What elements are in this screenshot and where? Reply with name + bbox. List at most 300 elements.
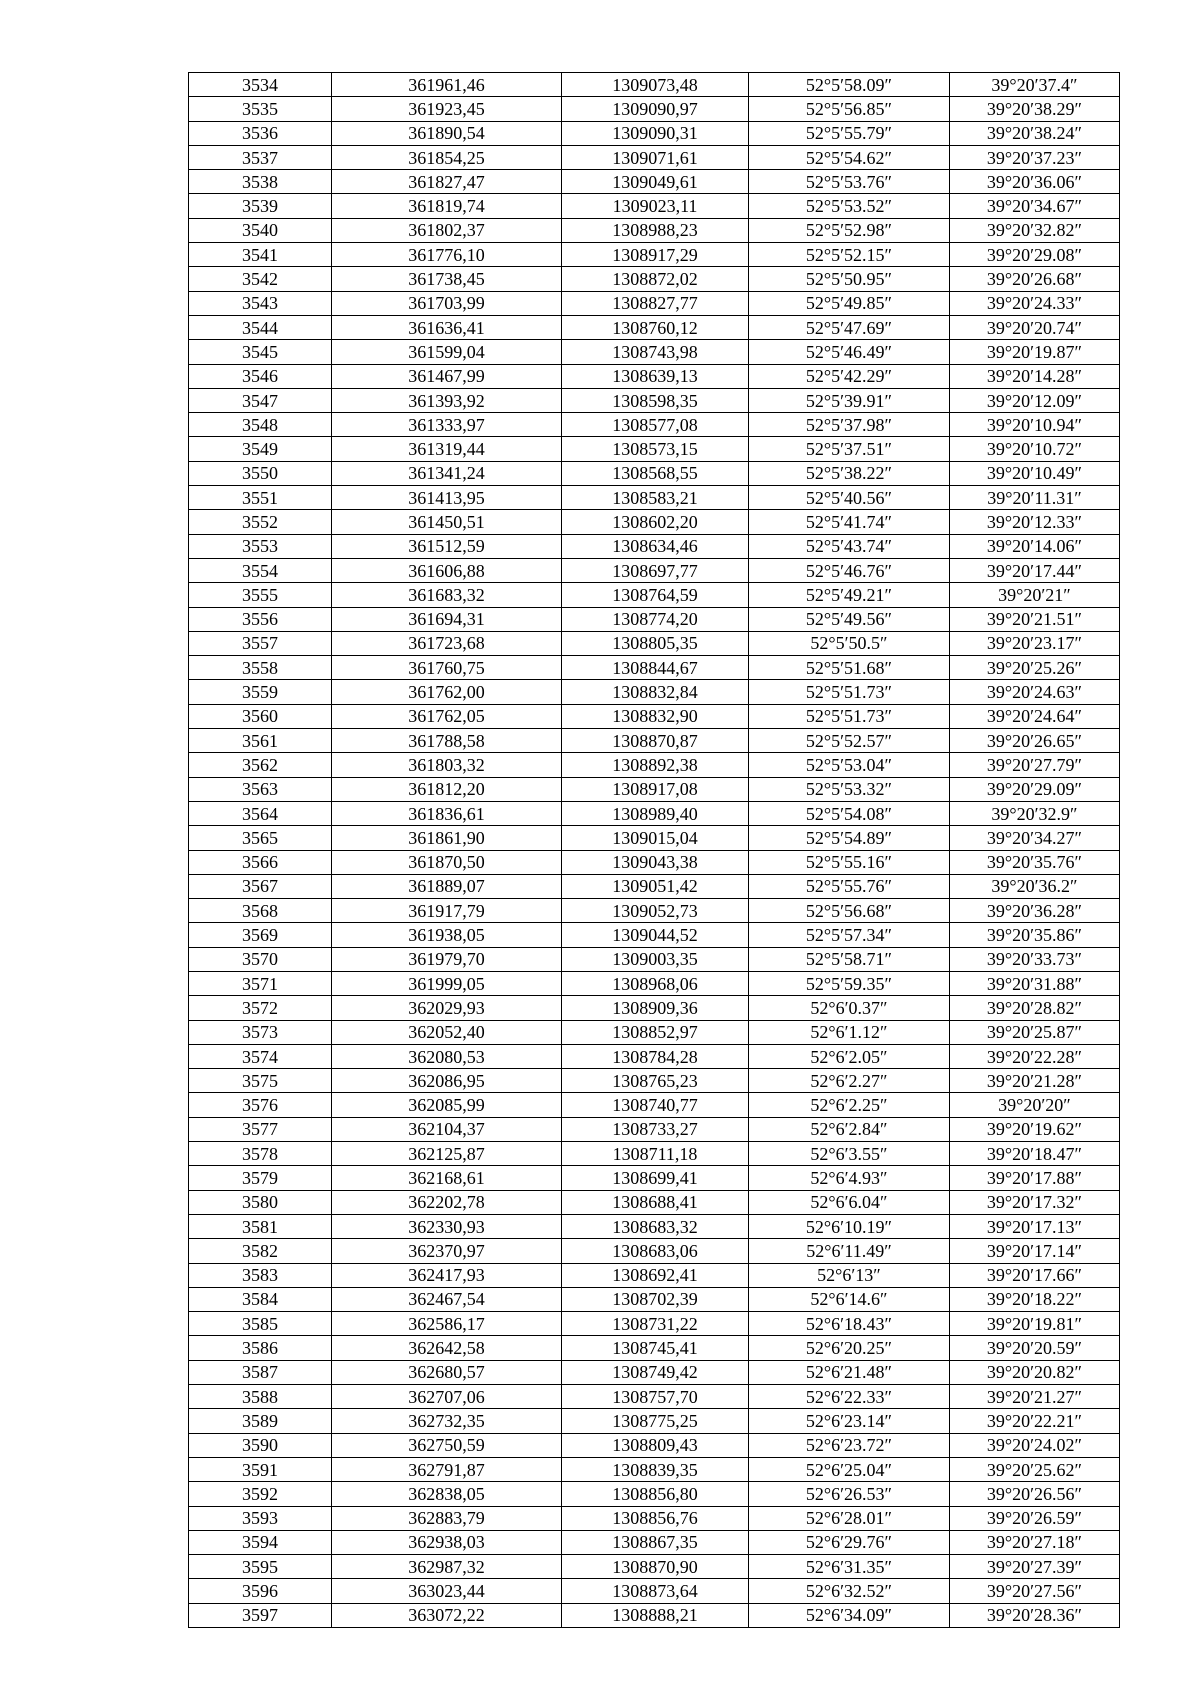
x-coordinate-cell: 361694,31 bbox=[332, 607, 562, 631]
latitude-cell: 52°5′40.56″ bbox=[749, 486, 950, 510]
y-coordinate-cell: 1309052,73 bbox=[562, 899, 749, 923]
y-coordinate-cell: 1308827,77 bbox=[562, 291, 749, 315]
y-coordinate-cell: 1308856,76 bbox=[562, 1506, 749, 1530]
x-coordinate-cell: 361512,59 bbox=[332, 534, 562, 558]
longitude-cell: 39°20′19.62″ bbox=[950, 1117, 1120, 1141]
x-coordinate-cell: 361467,99 bbox=[332, 364, 562, 388]
longitude-cell: 39°20′20″ bbox=[950, 1093, 1120, 1117]
point-number-cell: 3535 bbox=[189, 97, 332, 121]
table-row bbox=[189, 486, 1120, 510]
point-number-cell: 3564 bbox=[189, 801, 332, 825]
point-number-cell: 3548 bbox=[189, 413, 332, 437]
table-row bbox=[189, 680, 1120, 704]
x-coordinate-cell: 361341,24 bbox=[332, 461, 562, 485]
point-number-cell: 3577 bbox=[189, 1117, 332, 1141]
y-coordinate-cell: 1309051,42 bbox=[562, 874, 749, 898]
table-row bbox=[189, 826, 1120, 850]
table-row bbox=[189, 1166, 1120, 1190]
table-row bbox=[189, 291, 1120, 315]
latitude-cell: 52°5′58.71″ bbox=[749, 947, 950, 971]
latitude-cell: 52°5′55.16″ bbox=[749, 850, 950, 874]
latitude-cell: 52°6′2.25″ bbox=[749, 1093, 950, 1117]
latitude-cell: 52°5′46.49″ bbox=[749, 340, 950, 364]
y-coordinate-cell: 1309003,35 bbox=[562, 947, 749, 971]
x-coordinate-cell: 362467,54 bbox=[332, 1287, 562, 1311]
longitude-cell: 39°20′23.17″ bbox=[950, 631, 1120, 655]
longitude-cell: 39°20′11.31″ bbox=[950, 486, 1120, 510]
table-row bbox=[189, 1214, 1120, 1238]
y-coordinate-cell: 1308764,59 bbox=[562, 583, 749, 607]
point-number-cell: 3591 bbox=[189, 1457, 332, 1481]
y-coordinate-cell: 1308634,46 bbox=[562, 534, 749, 558]
longitude-cell: 39°20′14.28″ bbox=[950, 364, 1120, 388]
latitude-cell: 52°5′41.74″ bbox=[749, 510, 950, 534]
x-coordinate-cell: 362417,93 bbox=[332, 1263, 562, 1287]
x-coordinate-cell: 361723,68 bbox=[332, 631, 562, 655]
x-coordinate-cell: 362838,05 bbox=[332, 1482, 562, 1506]
point-number-cell: 3584 bbox=[189, 1287, 332, 1311]
longitude-cell: 39°20′34.27″ bbox=[950, 826, 1120, 850]
table-row bbox=[189, 777, 1120, 801]
point-number-cell: 3542 bbox=[189, 267, 332, 291]
latitude-cell: 52°6′2.84″ bbox=[749, 1117, 950, 1141]
latitude-cell: 52°5′55.79″ bbox=[749, 121, 950, 145]
latitude-cell: 52°5′47.69″ bbox=[749, 315, 950, 339]
x-coordinate-cell: 362370,97 bbox=[332, 1239, 562, 1263]
latitude-cell: 52°5′42.29″ bbox=[749, 364, 950, 388]
latitude-cell: 52°5′49.21″ bbox=[749, 583, 950, 607]
table-row bbox=[189, 874, 1120, 898]
y-coordinate-cell: 1308784,28 bbox=[562, 1044, 749, 1068]
x-coordinate-cell: 362330,93 bbox=[332, 1214, 562, 1238]
longitude-cell: 39°20′27.18″ bbox=[950, 1530, 1120, 1554]
longitude-cell: 39°20′25.26″ bbox=[950, 656, 1120, 680]
point-number-cell: 3540 bbox=[189, 218, 332, 242]
y-coordinate-cell: 1308568,55 bbox=[562, 461, 749, 485]
latitude-cell: 52°5′54.89″ bbox=[749, 826, 950, 850]
y-coordinate-cell: 1308805,35 bbox=[562, 631, 749, 655]
latitude-cell: 52°5′52.57″ bbox=[749, 729, 950, 753]
table-row bbox=[189, 1360, 1120, 1384]
x-coordinate-cell: 363072,22 bbox=[332, 1603, 562, 1627]
point-number-cell: 3556 bbox=[189, 607, 332, 631]
x-coordinate-cell: 361683,32 bbox=[332, 583, 562, 607]
latitude-cell: 52°5′51.73″ bbox=[749, 680, 950, 704]
latitude-cell: 52°5′37.98″ bbox=[749, 413, 950, 437]
y-coordinate-cell: 1309049,61 bbox=[562, 170, 749, 194]
x-coordinate-cell: 361413,95 bbox=[332, 486, 562, 510]
point-number-cell: 3565 bbox=[189, 826, 332, 850]
latitude-cell: 52°6′28.01″ bbox=[749, 1506, 950, 1530]
longitude-cell: 39°20′37.23″ bbox=[950, 145, 1120, 169]
point-number-cell: 3549 bbox=[189, 437, 332, 461]
table-row bbox=[189, 1093, 1120, 1117]
longitude-cell: 39°20′12.09″ bbox=[950, 388, 1120, 412]
y-coordinate-cell: 1308909,36 bbox=[562, 996, 749, 1020]
longitude-cell: 39°20′25.62″ bbox=[950, 1457, 1120, 1481]
y-coordinate-cell: 1308683,32 bbox=[562, 1214, 749, 1238]
longitude-cell: 39°20′17.14″ bbox=[950, 1239, 1120, 1263]
longitude-cell: 39°20′29.08″ bbox=[950, 243, 1120, 267]
table-row bbox=[189, 753, 1120, 777]
longitude-cell: 39°20′34.67″ bbox=[950, 194, 1120, 218]
table-row bbox=[189, 97, 1120, 121]
x-coordinate-cell: 361333,97 bbox=[332, 413, 562, 437]
table-row bbox=[189, 437, 1120, 461]
x-coordinate-cell: 362707,06 bbox=[332, 1385, 562, 1409]
x-coordinate-cell: 362732,35 bbox=[332, 1409, 562, 1433]
longitude-cell: 39°20′35.86″ bbox=[950, 923, 1120, 947]
table-row bbox=[189, 145, 1120, 169]
x-coordinate-cell: 361999,05 bbox=[332, 971, 562, 995]
x-coordinate-cell: 361762,05 bbox=[332, 704, 562, 728]
longitude-cell: 39°20′22.21″ bbox=[950, 1409, 1120, 1433]
y-coordinate-cell: 1309090,97 bbox=[562, 97, 749, 121]
longitude-cell: 39°20′26.59″ bbox=[950, 1506, 1120, 1530]
latitude-cell: 52°6′0.37″ bbox=[749, 996, 950, 1020]
longitude-cell: 39°20′17.13″ bbox=[950, 1214, 1120, 1238]
longitude-cell: 39°20′28.36″ bbox=[950, 1603, 1120, 1627]
longitude-cell: 39°20′21.28″ bbox=[950, 1069, 1120, 1093]
longitude-cell: 39°20′17.88″ bbox=[950, 1166, 1120, 1190]
point-number-cell: 3578 bbox=[189, 1142, 332, 1166]
longitude-cell: 39°20′20.74″ bbox=[950, 315, 1120, 339]
x-coordinate-cell: 362029,93 bbox=[332, 996, 562, 1020]
table-row bbox=[189, 510, 1120, 534]
latitude-cell: 52°6′1.12″ bbox=[749, 1020, 950, 1044]
latitude-cell: 52°5′56.85″ bbox=[749, 97, 950, 121]
longitude-cell: 39°20′29.09″ bbox=[950, 777, 1120, 801]
latitude-cell: 52°6′11.49″ bbox=[749, 1239, 950, 1263]
table-row bbox=[189, 1190, 1120, 1214]
x-coordinate-cell: 361599,04 bbox=[332, 340, 562, 364]
x-coordinate-cell: 361819,74 bbox=[332, 194, 562, 218]
y-coordinate-cell: 1308692,41 bbox=[562, 1263, 749, 1287]
point-number-cell: 3546 bbox=[189, 364, 332, 388]
table-row bbox=[189, 413, 1120, 437]
y-coordinate-cell: 1309071,61 bbox=[562, 145, 749, 169]
latitude-cell: 52°5′53.32″ bbox=[749, 777, 950, 801]
x-coordinate-cell: 362168,61 bbox=[332, 1166, 562, 1190]
latitude-cell: 52°6′23.14″ bbox=[749, 1409, 950, 1433]
x-coordinate-cell: 362586,17 bbox=[332, 1312, 562, 1336]
y-coordinate-cell: 1308988,23 bbox=[562, 218, 749, 242]
point-number-cell: 3573 bbox=[189, 1020, 332, 1044]
y-coordinate-cell: 1308683,06 bbox=[562, 1239, 749, 1263]
table-row bbox=[189, 656, 1120, 680]
table-row bbox=[189, 121, 1120, 145]
y-coordinate-cell: 1309015,04 bbox=[562, 826, 749, 850]
point-number-cell: 3563 bbox=[189, 777, 332, 801]
latitude-cell: 52°6′21.48″ bbox=[749, 1360, 950, 1384]
latitude-cell: 52°6′2.27″ bbox=[749, 1069, 950, 1093]
table-row bbox=[189, 899, 1120, 923]
point-number-cell: 3558 bbox=[189, 656, 332, 680]
table-row bbox=[189, 364, 1120, 388]
x-coordinate-cell: 362791,87 bbox=[332, 1457, 562, 1481]
table-row bbox=[189, 340, 1120, 364]
point-number-cell: 3579 bbox=[189, 1166, 332, 1190]
point-number-cell: 3553 bbox=[189, 534, 332, 558]
longitude-cell: 39°20′27.79″ bbox=[950, 753, 1120, 777]
table-row bbox=[189, 947, 1120, 971]
y-coordinate-cell: 1308844,67 bbox=[562, 656, 749, 680]
latitude-cell: 52°6′25.04″ bbox=[749, 1457, 950, 1481]
table-row bbox=[189, 607, 1120, 631]
point-number-cell: 3587 bbox=[189, 1360, 332, 1384]
x-coordinate-cell: 361812,20 bbox=[332, 777, 562, 801]
point-number-cell: 3592 bbox=[189, 1482, 332, 1506]
longitude-cell: 39°20′19.81″ bbox=[950, 1312, 1120, 1336]
table-row bbox=[189, 1409, 1120, 1433]
y-coordinate-cell: 1308577,08 bbox=[562, 413, 749, 437]
x-coordinate-cell: 362202,78 bbox=[332, 1190, 562, 1214]
table-row bbox=[189, 971, 1120, 995]
y-coordinate-cell: 1308775,25 bbox=[562, 1409, 749, 1433]
longitude-cell: 39°20′32.9″ bbox=[950, 801, 1120, 825]
table-row bbox=[189, 704, 1120, 728]
table-row bbox=[189, 1069, 1120, 1093]
x-coordinate-cell: 361890,54 bbox=[332, 121, 562, 145]
x-coordinate-cell: 361450,51 bbox=[332, 510, 562, 534]
x-coordinate-cell: 362680,57 bbox=[332, 1360, 562, 1384]
y-coordinate-cell: 1308873,64 bbox=[562, 1579, 749, 1603]
longitude-cell: 39°20′36.28″ bbox=[950, 899, 1120, 923]
table-row bbox=[189, 996, 1120, 1020]
table-row bbox=[189, 801, 1120, 825]
latitude-cell: 52°6′26.53″ bbox=[749, 1482, 950, 1506]
point-number-cell: 3536 bbox=[189, 121, 332, 145]
table-row bbox=[189, 583, 1120, 607]
x-coordinate-cell: 361917,79 bbox=[332, 899, 562, 923]
x-coordinate-cell: 362104,37 bbox=[332, 1117, 562, 1141]
y-coordinate-cell: 1308757,70 bbox=[562, 1385, 749, 1409]
y-coordinate-cell: 1308867,35 bbox=[562, 1530, 749, 1554]
table-row bbox=[189, 1482, 1120, 1506]
y-coordinate-cell: 1308711,18 bbox=[562, 1142, 749, 1166]
latitude-cell: 52°6′3.55″ bbox=[749, 1142, 950, 1166]
longitude-cell: 39°20′10.72″ bbox=[950, 437, 1120, 461]
table-row bbox=[189, 631, 1120, 655]
x-coordinate-cell: 361760,75 bbox=[332, 656, 562, 680]
table-row bbox=[189, 1044, 1120, 1068]
longitude-cell: 39°20′21.27″ bbox=[950, 1385, 1120, 1409]
x-coordinate-cell: 362883,79 bbox=[332, 1506, 562, 1530]
y-coordinate-cell: 1308765,23 bbox=[562, 1069, 749, 1093]
y-coordinate-cell: 1308870,90 bbox=[562, 1555, 749, 1579]
table-row bbox=[189, 73, 1120, 97]
y-coordinate-cell: 1308702,39 bbox=[562, 1287, 749, 1311]
table-row bbox=[189, 1020, 1120, 1044]
x-coordinate-cell: 361803,32 bbox=[332, 753, 562, 777]
y-coordinate-cell: 1308852,97 bbox=[562, 1020, 749, 1044]
longitude-cell: 39°20′32.82″ bbox=[950, 218, 1120, 242]
point-number-cell: 3586 bbox=[189, 1336, 332, 1360]
latitude-cell: 52°5′58.09″ bbox=[749, 73, 950, 97]
longitude-cell: 39°20′26.68″ bbox=[950, 267, 1120, 291]
latitude-cell: 52°5′54.08″ bbox=[749, 801, 950, 825]
point-number-cell: 3583 bbox=[189, 1263, 332, 1287]
latitude-cell: 52°5′53.04″ bbox=[749, 753, 950, 777]
latitude-cell: 52°5′51.68″ bbox=[749, 656, 950, 680]
x-coordinate-cell: 362125,87 bbox=[332, 1142, 562, 1166]
x-coordinate-cell: 362052,40 bbox=[332, 1020, 562, 1044]
x-coordinate-cell: 362080,53 bbox=[332, 1044, 562, 1068]
table-row bbox=[189, 170, 1120, 194]
latitude-cell: 52°6′22.33″ bbox=[749, 1385, 950, 1409]
y-coordinate-cell: 1308688,41 bbox=[562, 1190, 749, 1214]
table-row bbox=[189, 1457, 1120, 1481]
x-coordinate-cell: 361938,05 bbox=[332, 923, 562, 947]
longitude-cell: 39°20′27.56″ bbox=[950, 1579, 1120, 1603]
point-number-cell: 3543 bbox=[189, 291, 332, 315]
point-number-cell: 3571 bbox=[189, 971, 332, 995]
longitude-cell: 39°20′31.88″ bbox=[950, 971, 1120, 995]
x-coordinate-cell: 362938,03 bbox=[332, 1530, 562, 1554]
y-coordinate-cell: 1308917,29 bbox=[562, 243, 749, 267]
point-number-cell: 3575 bbox=[189, 1069, 332, 1093]
y-coordinate-cell: 1309023,11 bbox=[562, 194, 749, 218]
latitude-cell: 52°5′50.95″ bbox=[749, 267, 950, 291]
latitude-cell: 52°6′14.6″ bbox=[749, 1287, 950, 1311]
table-row bbox=[189, 218, 1120, 242]
point-number-cell: 3550 bbox=[189, 461, 332, 485]
x-coordinate-cell: 361393,92 bbox=[332, 388, 562, 412]
y-coordinate-cell: 1308639,13 bbox=[562, 364, 749, 388]
table-row bbox=[189, 1287, 1120, 1311]
table-row bbox=[189, 461, 1120, 485]
point-number-cell: 3596 bbox=[189, 1579, 332, 1603]
x-coordinate-cell: 361861,90 bbox=[332, 826, 562, 850]
y-coordinate-cell: 1308832,90 bbox=[562, 704, 749, 728]
table-row bbox=[189, 1506, 1120, 1530]
y-coordinate-cell: 1308697,77 bbox=[562, 558, 749, 582]
x-coordinate-cell: 361961,46 bbox=[332, 73, 562, 97]
latitude-cell: 52°6′31.35″ bbox=[749, 1555, 950, 1579]
point-number-cell: 3580 bbox=[189, 1190, 332, 1214]
y-coordinate-cell: 1308892,38 bbox=[562, 753, 749, 777]
table-row bbox=[189, 194, 1120, 218]
latitude-cell: 52°6′32.52″ bbox=[749, 1579, 950, 1603]
x-coordinate-cell: 361854,25 bbox=[332, 145, 562, 169]
point-number-cell: 3589 bbox=[189, 1409, 332, 1433]
longitude-cell: 39°20′22.28″ bbox=[950, 1044, 1120, 1068]
longitude-cell: 39°20′38.24″ bbox=[950, 121, 1120, 145]
latitude-cell: 52°6′13″ bbox=[749, 1263, 950, 1287]
table-row bbox=[189, 1312, 1120, 1336]
table-row bbox=[189, 729, 1120, 753]
longitude-cell: 39°20′37.4″ bbox=[950, 73, 1120, 97]
coordinates-table bbox=[188, 72, 1120, 1628]
longitude-cell: 39°20′12.33″ bbox=[950, 510, 1120, 534]
point-number-cell: 3574 bbox=[189, 1044, 332, 1068]
y-coordinate-cell: 1308968,06 bbox=[562, 971, 749, 995]
latitude-cell: 52°5′57.34″ bbox=[749, 923, 950, 947]
table-row bbox=[189, 1579, 1120, 1603]
latitude-cell: 52°6′23.72″ bbox=[749, 1433, 950, 1457]
latitude-cell: 52°6′18.43″ bbox=[749, 1312, 950, 1336]
y-coordinate-cell: 1308856,80 bbox=[562, 1482, 749, 1506]
point-number-cell: 3576 bbox=[189, 1093, 332, 1117]
table-row bbox=[189, 388, 1120, 412]
longitude-cell: 39°20′10.49″ bbox=[950, 461, 1120, 485]
point-number-cell: 3554 bbox=[189, 558, 332, 582]
longitude-cell: 39°20′18.22″ bbox=[950, 1287, 1120, 1311]
point-number-cell: 3569 bbox=[189, 923, 332, 947]
point-number-cell: 3551 bbox=[189, 486, 332, 510]
x-coordinate-cell: 361319,44 bbox=[332, 437, 562, 461]
longitude-cell: 39°20′17.44″ bbox=[950, 558, 1120, 582]
y-coordinate-cell: 1308989,40 bbox=[562, 801, 749, 825]
point-number-cell: 3547 bbox=[189, 388, 332, 412]
table-row bbox=[189, 923, 1120, 947]
point-number-cell: 3544 bbox=[189, 315, 332, 339]
y-coordinate-cell: 1308699,41 bbox=[562, 1166, 749, 1190]
x-coordinate-cell: 362750,59 bbox=[332, 1433, 562, 1457]
y-coordinate-cell: 1308832,84 bbox=[562, 680, 749, 704]
table-row bbox=[189, 1263, 1120, 1287]
longitude-cell: 39°20′38.29″ bbox=[950, 97, 1120, 121]
latitude-cell: 52°5′59.35″ bbox=[749, 971, 950, 995]
point-number-cell: 3593 bbox=[189, 1506, 332, 1530]
x-coordinate-cell: 361606,88 bbox=[332, 558, 562, 582]
longitude-cell: 39°20′27.39″ bbox=[950, 1555, 1120, 1579]
latitude-cell: 52°5′46.76″ bbox=[749, 558, 950, 582]
latitude-cell: 52°5′52.98″ bbox=[749, 218, 950, 242]
latitude-cell: 52°5′49.56″ bbox=[749, 607, 950, 631]
longitude-cell: 39°20′25.87″ bbox=[950, 1020, 1120, 1044]
latitude-cell: 52°5′37.51″ bbox=[749, 437, 950, 461]
x-coordinate-cell: 362086,95 bbox=[332, 1069, 562, 1093]
longitude-cell: 39°20′17.66″ bbox=[950, 1263, 1120, 1287]
table-row bbox=[189, 1385, 1120, 1409]
y-coordinate-cell: 1308583,21 bbox=[562, 486, 749, 510]
y-coordinate-cell: 1308839,35 bbox=[562, 1457, 749, 1481]
longitude-cell: 39°20′24.63″ bbox=[950, 680, 1120, 704]
point-number-cell: 3557 bbox=[189, 631, 332, 655]
longitude-cell: 39°20′26.56″ bbox=[950, 1482, 1120, 1506]
latitude-cell: 52°5′51.73″ bbox=[749, 704, 950, 728]
point-number-cell: 3568 bbox=[189, 899, 332, 923]
latitude-cell: 52°5′50.5″ bbox=[749, 631, 950, 655]
y-coordinate-cell: 1308731,22 bbox=[562, 1312, 749, 1336]
x-coordinate-cell: 361802,37 bbox=[332, 218, 562, 242]
point-number-cell: 3595 bbox=[189, 1555, 332, 1579]
point-number-cell: 3534 bbox=[189, 73, 332, 97]
table-row bbox=[189, 1117, 1120, 1141]
longitude-cell: 39°20′17.32″ bbox=[950, 1190, 1120, 1214]
y-coordinate-cell: 1309073,48 bbox=[562, 73, 749, 97]
table-row bbox=[189, 1239, 1120, 1263]
y-coordinate-cell: 1308733,27 bbox=[562, 1117, 749, 1141]
longitude-cell: 39°20′10.94″ bbox=[950, 413, 1120, 437]
table-row bbox=[189, 534, 1120, 558]
latitude-cell: 52°5′39.91″ bbox=[749, 388, 950, 412]
y-coordinate-cell: 1309044,52 bbox=[562, 923, 749, 947]
coordinates-table-body bbox=[189, 73, 1120, 1628]
point-number-cell: 3559 bbox=[189, 680, 332, 704]
x-coordinate-cell: 361827,47 bbox=[332, 170, 562, 194]
table-row bbox=[189, 1433, 1120, 1457]
table-row bbox=[189, 243, 1120, 267]
y-coordinate-cell: 1308872,02 bbox=[562, 267, 749, 291]
latitude-cell: 52°5′49.85″ bbox=[749, 291, 950, 315]
table-row bbox=[189, 315, 1120, 339]
longitude-cell: 39°20′18.47″ bbox=[950, 1142, 1120, 1166]
y-coordinate-cell: 1308602,20 bbox=[562, 510, 749, 534]
y-coordinate-cell: 1309043,38 bbox=[562, 850, 749, 874]
longitude-cell: 39°20′20.59″ bbox=[950, 1336, 1120, 1360]
